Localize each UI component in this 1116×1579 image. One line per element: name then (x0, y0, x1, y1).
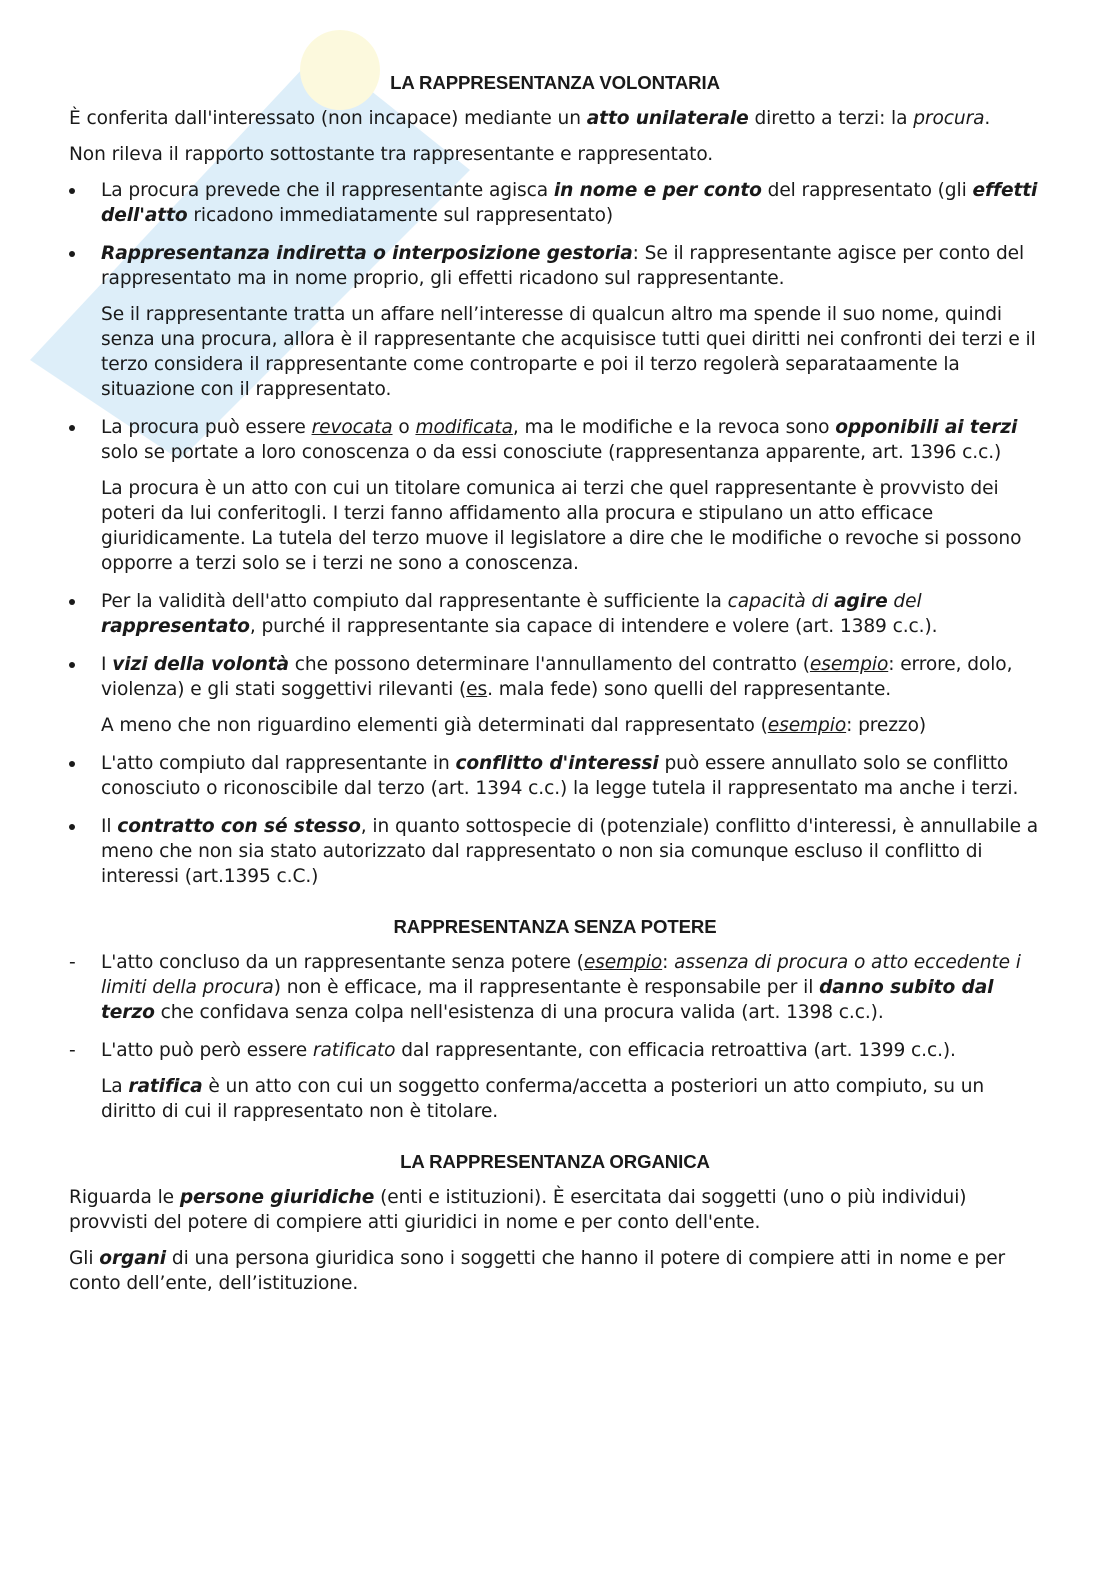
list-item: I vizi della volontà che possono determinare l'annullamento del contratto (esempio: errore, dolo, violenza) e gli stati soggettivi rilevanti (es. mala fede) sono quelli del rappresentante. (69, 652, 1041, 702)
section-title-senza-potere: RAPPRESENTANZA SENZA POTERE (393, 916, 717, 937)
bullet-icon (69, 824, 75, 830)
intro-paragraph-2: Non rileva il rapporto sottostante tra rappresentante e rappresentato. (69, 144, 714, 165)
list-item: La procura prevede che il rappresentante agisca in nome e per conto del rappresentato (gli effetti dell'atto ricadono immediatamente sul rappresentato) (69, 178, 1041, 228)
bullet-icon (69, 425, 75, 431)
organica-paragraph-1: Riguarda le persone giuridiche (enti e istituzioni). È esercitata dai soggetti (uno o più individui) provvisti del potere di compiere atti giuridici in nome e per conto dell'ente. (69, 1187, 967, 1233)
intro-paragraph-1: È conferita dall'interessato (non incapace) mediante un atto unilaterale diretto a terzi: la procura. (69, 108, 991, 129)
bullet-icon (69, 662, 75, 668)
list-item: Per la validità dell'atto compiuto dal rappresentante è sufficiente la capacità di agire del rappresentato, purché il rappresentante sia capace di intendere e volere (art. 1389 c.c.). (69, 589, 1041, 639)
bullet-icon (69, 251, 75, 257)
document-page (69, 70, 1041, 1296)
bullet-icon (69, 761, 75, 767)
bullet-icon (69, 188, 75, 194)
list-item: Rappresentanza indiretta o interposizione gestoria: Se il rappresentante agisce per conto del rappresentato ma in nome proprio, gli effetti ricadono sul rappresentante. (69, 241, 1041, 291)
list-item: - L'atto concluso da un rappresentante senza potere (esempio: assenza di procura o atto eccedente i limiti della procura) non è efficace, ma il rappresentante è responsabile per il danno subito dal terzo che confidava senza colpa nell'esistenza di una procura valida (art. 1398 c.c.). (69, 952, 1021, 1023)
dash-marker: - (69, 1040, 76, 1061)
section-title-volontaria: LA RAPPRESENTANZA VOLONTARIA (390, 72, 720, 93)
list-item: La procura può essere revocata o modificata, ma le modifiche e la revoca sono opponibili ai terzi solo se portate a loro conoscenza o da essi conosciute (rappresentanza apparente, art. 1396 c.c.) (69, 415, 1041, 465)
list-item-continuation: A meno che non riguardino elementi già determinati dal rappresentato (esempio: prezzo) (101, 715, 927, 736)
list-item-continuation: Se il rappresentante tratta un affare nell’interesse di qualcun altro ma spende il suo nome, quindi senza una procura, allora è il rappresentante che acquisisce tutti quei diritti nei confronti dei terzi e il terzo considera il rappresentante come controparte e poi il terzo regolerà separataamente la situazione con il rappresentato. (101, 304, 1036, 400)
list-item: - L'atto può però essere ratificato dal rappresentante, con efficacia retroattiva (art. 1399 c.c.). (69, 1040, 956, 1061)
dash-marker: - (69, 952, 76, 973)
list-item: Il contratto con sé stesso, in quanto sottospecie di (potenziale) conflitto d'interessi, è annullabile a meno che non sia stato autorizzato dal rappresentato o non sia comunque escluso il conflitto di interessi (art.1395 c.C.) (69, 814, 1041, 889)
list-item-continuation: La procura è un atto con cui un titolare comunica ai terzi che quel rappresentante è provvisto dei poteri da lui conferitogli. I terzi fanno affidamento alla procura e stipulano un atto efficace giuridicamente. La tutela del terzo muove il legislatore a dire che le modifiche o revoche si possono opporre a terzi solo se i terzi ne sono a conoscenza. (101, 478, 1022, 574)
organica-paragraph-2: Gli organi di una persona giuridica sono i soggetti che hanno il potere di compiere atti in nome e per conto dell’ente, dell’istituzione. (69, 1248, 1006, 1294)
section-title-organica: LA RAPPRESENTANZA ORGANICA (400, 1151, 710, 1172)
list-item: L'atto compiuto dal rappresentante in conflitto d'interessi può essere annullato solo se conflitto conosciuto o riconoscibile dal terzo (art. 1394 c.c.) la legge tutela il rappresentato ma anche i terzi. (69, 751, 1041, 801)
bullet-icon (69, 599, 75, 605)
list-item-continuation: La ratifica è un atto con cui un soggetto conferma/accetta a posteriori un atto compiuto, su un diritto di cui il rappresentato non è titolare. (101, 1076, 985, 1122)
